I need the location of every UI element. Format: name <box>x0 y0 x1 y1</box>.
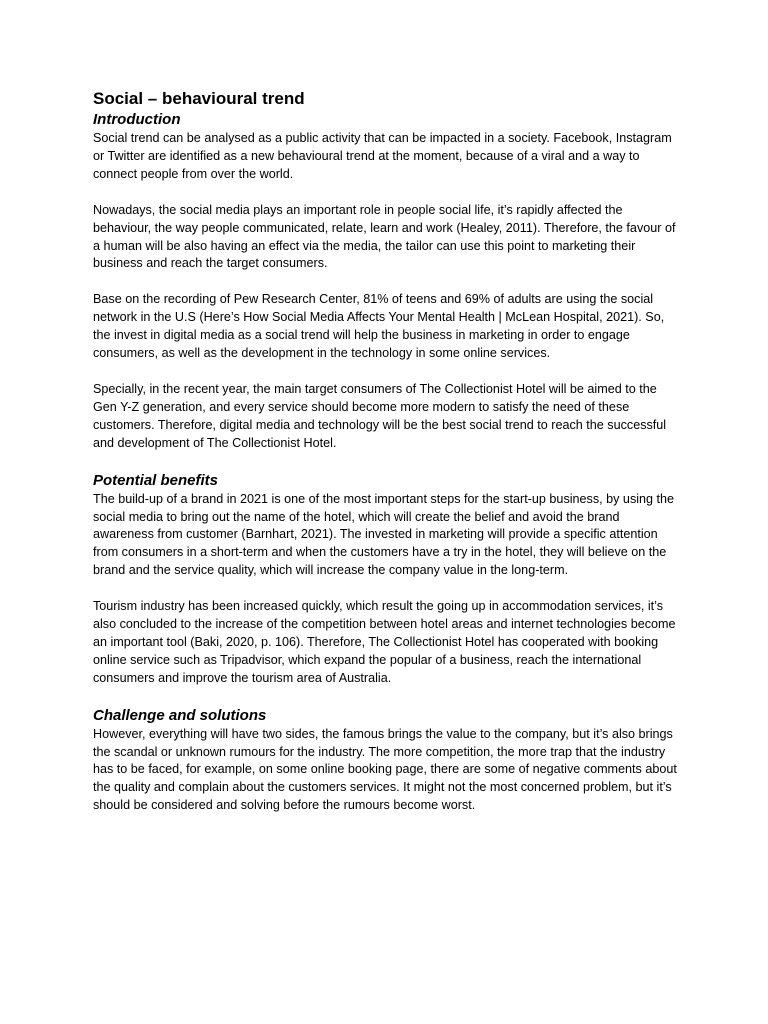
document-page <box>93 88 683 815</box>
paragraph: Tourism industry has been increased quickly, which result the going up in accommodation services, it’s also concluded to the increase of the competition between hotel areas and internet technologies become an important tool (Baki, 2020, p. 106). Therefore, The Collectionist Hotel has cooperated with booking online service such as Tripadvisor, which expand the popular of a business, reach the international consumers and improve the tourism area of Australia. <box>93 599 676 685</box>
paragraph: Specially, in the recent year, the main target consumers of The Collectionist Hotel will be aimed to the Gen Y-Z generation, and every service should become more modern to satisfy the need of these customers. Therefore, digital media and technology will be the best social trend to reach the successful and development of The Collectionist Hotel. <box>93 381 667 450</box>
paragraph-spacer <box>93 580 683 598</box>
paragraph: However, everything will have two sides, the famous brings the value to the company, but it’s also brings the scandal or unknown rumours for the industry. The more competition, the more trap that the industry has to be faced, for example, on some online booking page, there are some of negative comments about the quality and complain about the customers services. It might not the most concerned problem, but it’s should be considered and solving before the rumours become worst. <box>93 726 677 813</box>
paragraph: Social trend can be analysed as a public activity that can be impacted in a society. Facebook, Instagram or Twitter are identified as a new behavioural trend at the moment, because of a viral and a way to connect people from over the world. <box>93 131 672 181</box>
paragraph-spacer <box>93 184 683 202</box>
section-heading-potential-benefits: Potential benefits <box>93 471 219 489</box>
paragraph-spacer <box>93 273 683 291</box>
section-heading-challenge-and-solutions: Challenge and solutions <box>93 706 267 724</box>
paragraph-spacer <box>93 363 683 381</box>
section-spacer <box>93 453 683 471</box>
document-title: Social – behavioural trend <box>93 89 305 108</box>
paragraph: Base on the recording of Pew Research Center, 81% of teens and 69% of adults are using the social network in the U.S (Here’s How Social Media Affects Your Mental Health | McLean Hospital, 2021). So, the invest in digital media as a social trend will help the business in marketing in order to engage consumers, as well as the development in the technology in some online services. <box>93 292 665 361</box>
section-heading-introduction: Introduction <box>93 111 181 128</box>
paragraph: The build-up of a brand in 2021 is one of the most important steps for the start-up business, by using the social media to bring out the name of the hotel, which will create the belief and avoid the brand awareness from customer (Barnhart, 2021). The invested in marketing will provide a specific attention from consumers in a short-term and when the customers have a try in the hotel, they will believe on the brand and the service quality, which will increase the company value in the long-term. <box>93 491 675 578</box>
section-spacer <box>93 688 683 706</box>
paragraph: Nowadays, the social media plays an important role in people social life, it’s rapidly affected the behaviour, the way people communicated, relate, learn and work (Healey, 2011). Therefore, the favour of a human will be also having an effect via the media, the tailor can use this point to marketing their business and reach the target consumers. <box>93 202 676 271</box>
